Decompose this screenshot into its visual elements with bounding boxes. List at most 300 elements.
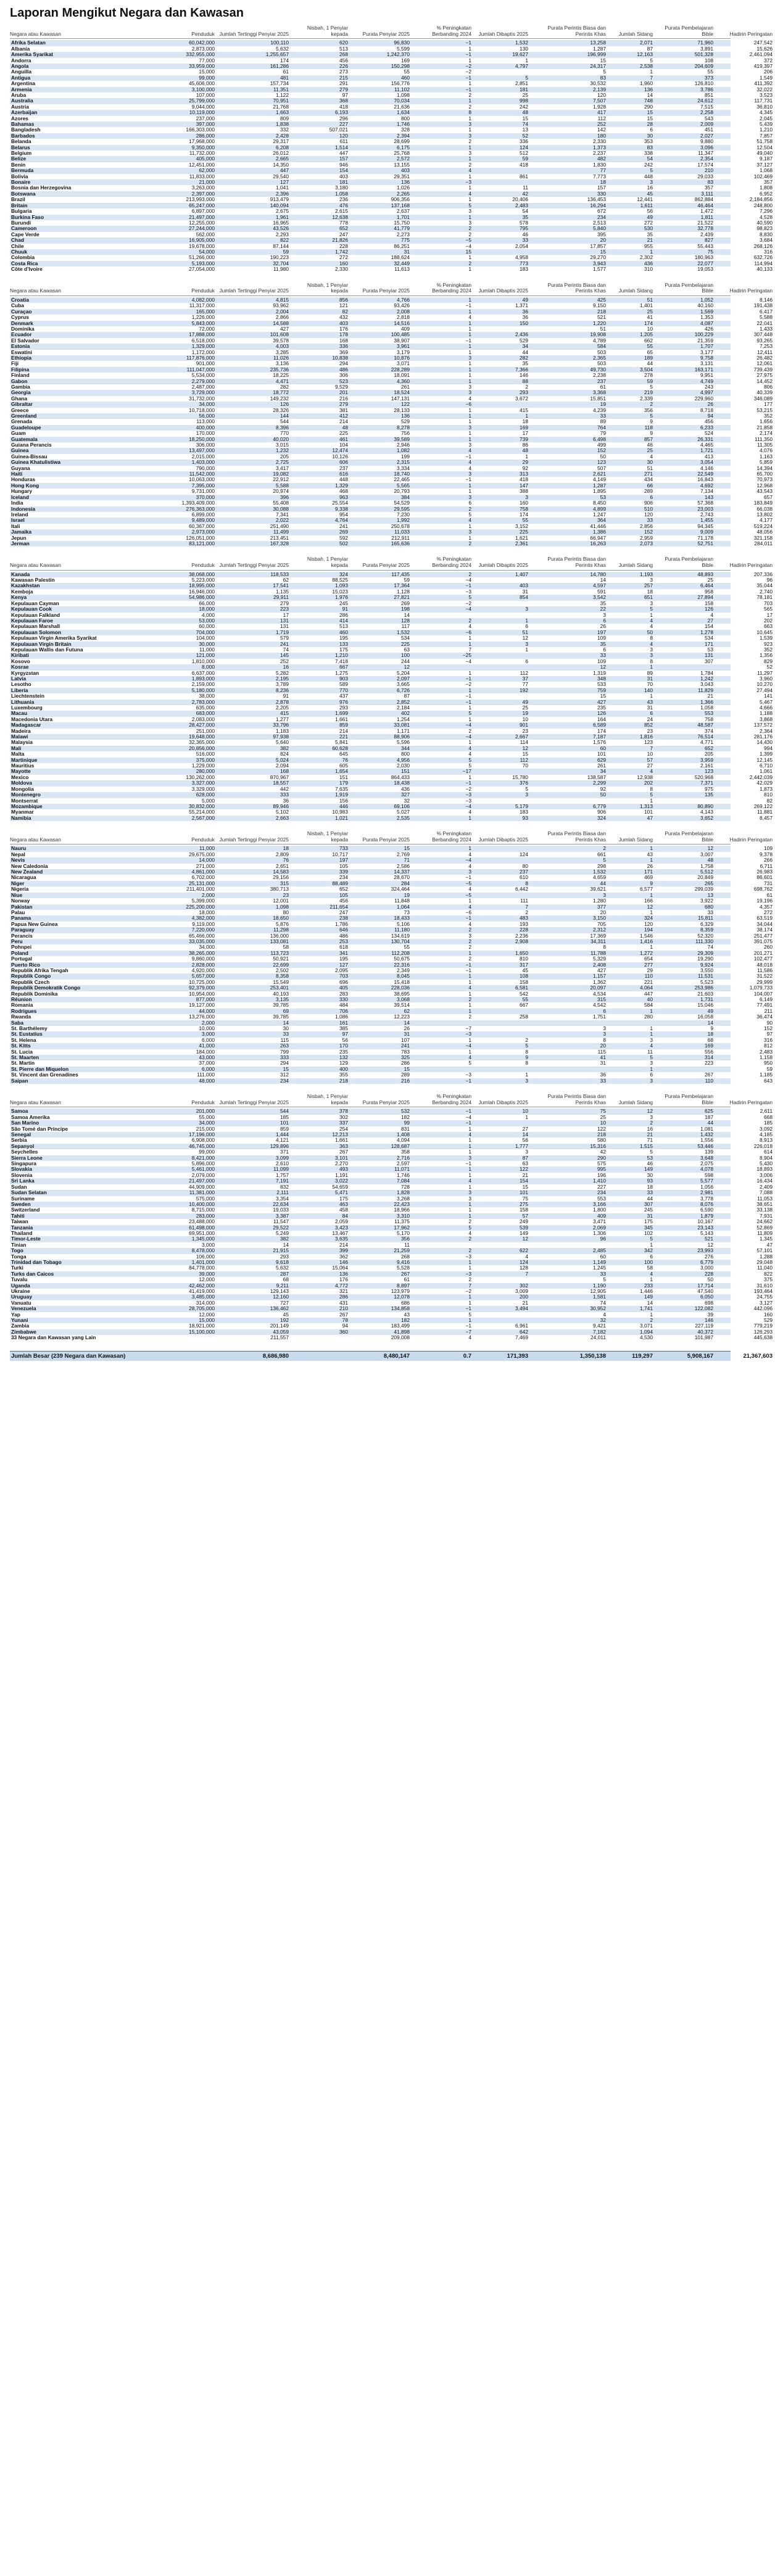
- table-cell: 3,111: [701, 190, 713, 197]
- table-cell: 15: [647, 109, 653, 116]
- table-cell: 52,869: [756, 1224, 773, 1231]
- country-name: Turks dan Caicos: [11, 1270, 54, 1277]
- table-cell: −1: [465, 961, 471, 968]
- table-cell: 1: [468, 687, 471, 693]
- table-cell: −1: [465, 453, 471, 460]
- table-cell: 166,303,000: [186, 126, 215, 133]
- table-cell: 123: [644, 739, 653, 746]
- table-cell: 40,133: [756, 266, 773, 273]
- table-cell: 10,717: [332, 851, 348, 857]
- country-name: Ecuador: [11, 331, 32, 338]
- table-cell: 185: [280, 1113, 289, 1120]
- table-cell: 1,893,000: [191, 675, 215, 682]
- table-cell: 58: [283, 944, 289, 951]
- table-cell: −1: [465, 693, 471, 700]
- table-cell: 93: [522, 814, 528, 821]
- table-cell: 87: [647, 45, 653, 52]
- country-name: Iceland: [11, 493, 29, 500]
- table-cell: 2,008: [397, 308, 410, 315]
- table-cell: 779,219: [753, 1323, 773, 1329]
- table-cell: 29,911: [273, 594, 289, 601]
- table-cell: 38,068,000: [189, 571, 215, 577]
- table-cell: 3: [468, 442, 471, 448]
- table-row: [10, 1166, 773, 1173]
- table-cell: 226,018: [753, 1142, 773, 1149]
- table-cell: 24,755: [756, 1294, 773, 1300]
- table-cell: 272: [644, 219, 653, 226]
- table-cell: 39,514: [394, 1002, 410, 1009]
- table-cell: 44,909,000: [189, 1183, 215, 1190]
- table-cell: 3: [468, 471, 471, 477]
- table-cell: −1: [465, 698, 471, 705]
- table-cell: 1,356: [760, 652, 773, 659]
- table-cell: 310: [644, 266, 653, 273]
- table-cell: 646: [339, 927, 348, 933]
- table-cell: 182: [401, 1113, 410, 1120]
- table-cell: 97: [342, 1031, 348, 1038]
- table-cell: 348: [597, 675, 606, 682]
- table-cell: 3,101: [335, 1154, 348, 1161]
- table-cell: 9,187: [760, 155, 773, 162]
- table-cell: 3,665: [397, 681, 410, 688]
- table-cell: 4,087: [700, 320, 713, 326]
- column-header: Penduduk: [191, 836, 215, 843]
- table-row: [10, 80, 773, 87]
- country-name: Macedonia Utara: [11, 716, 53, 722]
- table-cell: 65,466,000: [189, 932, 215, 939]
- table-cell: 13: [707, 891, 713, 898]
- table-cell: 21,497,000: [189, 213, 215, 220]
- table-cell: 6,149: [760, 996, 773, 1002]
- table-cell: 6,897,000: [191, 208, 215, 215]
- table-cell: 1,746: [397, 1171, 410, 1178]
- table-cell: 164: [597, 716, 606, 722]
- table-cell: 913,479: [270, 196, 289, 203]
- table-cell: 703: [764, 600, 773, 606]
- table-cell: 99,000: [199, 74, 215, 81]
- table-cell: 101: [520, 1189, 528, 1196]
- table-cell: 226: [339, 62, 348, 69]
- table-cell: 8: [603, 1036, 606, 1043]
- table-cell: 2,538: [640, 62, 653, 69]
- table-cell: 3,000: [202, 1241, 215, 1248]
- table-cell: 31: [647, 1212, 653, 1219]
- table-cell: 268: [401, 1253, 410, 1260]
- table-cell: 3,959: [700, 756, 713, 763]
- table-cell: 1,399: [760, 751, 773, 758]
- table-cell: 281,176: [753, 733, 773, 740]
- table-row: [10, 476, 773, 483]
- table-cell: 5: [468, 710, 471, 717]
- table-cell: 31: [522, 588, 528, 595]
- column-header: Nisbah, 1 Penyiar kepada: [307, 830, 348, 843]
- table-cell: 516,000: [196, 751, 215, 758]
- table-cell: 4: [603, 1311, 606, 1318]
- table-cell: 8,278: [397, 424, 410, 431]
- table-cell: 9,378: [760, 851, 773, 857]
- country-name: Ukraine: [11, 1288, 30, 1294]
- table-cell: 360: [339, 1328, 348, 1335]
- table-cell: 1,828: [397, 1189, 410, 1196]
- table-cell: 24: [647, 716, 653, 722]
- table-cell: 8,146: [760, 296, 773, 303]
- table-cell: −3: [465, 588, 471, 595]
- table-cell: 97,938: [273, 733, 289, 740]
- table-cell: 12,441: [637, 196, 653, 203]
- table-cell: 402: [401, 710, 410, 717]
- table-row: [10, 1189, 773, 1196]
- table-cell: 1,816: [640, 733, 653, 740]
- table-cell: 306,000: [196, 442, 215, 448]
- table-cell: 901: [520, 722, 528, 729]
- table-cell: 460: [401, 74, 410, 81]
- table-cell: 758: [520, 505, 528, 512]
- table-cell: 578: [520, 219, 528, 226]
- table-cell: 117: [401, 623, 410, 630]
- table-cell: 1,183: [276, 727, 289, 734]
- table-cell: 2: [603, 845, 606, 852]
- table-cell: 146: [705, 1317, 713, 1324]
- table-cell: 62,000: [199, 167, 215, 174]
- table-cell: 10,954,000: [189, 990, 215, 997]
- column-header: Nisbah, 1 Penyiar kepada: [307, 25, 348, 37]
- table-cell: 1: [650, 664, 653, 671]
- table-cell: 157: [339, 155, 348, 162]
- table-cell: 75: [707, 248, 713, 255]
- table-cell: 1: [468, 1183, 471, 1190]
- table-cell: 2,535: [397, 814, 410, 821]
- table-row: [10, 1253, 773, 1260]
- table-cell: 2,743: [700, 511, 713, 518]
- country-name: St. Maarten: [11, 1054, 39, 1061]
- table-cell: 10,000: [199, 1025, 215, 1032]
- table-cell: 31: [600, 1060, 606, 1067]
- country-name: Portugal: [11, 956, 32, 962]
- table-cell: 60,367,000: [189, 522, 215, 529]
- table-cell: 14,516: [394, 320, 410, 326]
- table-cell: 1,663: [276, 109, 289, 116]
- table-cell: 2,312: [593, 927, 606, 933]
- table-cell: 643: [764, 1077, 773, 1084]
- table-row: [10, 774, 773, 780]
- table-cell: 544: [280, 1108, 289, 1115]
- table-row: [10, 664, 773, 671]
- table-cell: 3,960: [760, 675, 773, 682]
- table-cell: 622: [520, 1247, 528, 1254]
- table-cell: 140: [644, 687, 653, 693]
- table-cell: 2,265: [397, 190, 410, 197]
- grand-total-cell: 119,297: [632, 1352, 653, 1360]
- table-cell: 620: [339, 39, 348, 46]
- table-cell: 1: [468, 488, 471, 495]
- table-cell: 11,613: [394, 266, 410, 273]
- table-cell: 66,947: [590, 534, 606, 541]
- table-cell: −1: [465, 582, 471, 589]
- column-header: Jumlah Tertinggi Penyiar 2025: [219, 1099, 289, 1105]
- table-cell: 1: [525, 453, 528, 460]
- table-cell: 1: [468, 115, 471, 122]
- table-cell: 3,648: [700, 1154, 713, 1161]
- table-cell: 166: [644, 898, 653, 904]
- table-cell: 202: [644, 780, 653, 786]
- table-cell: 150,298: [391, 62, 410, 69]
- column-header: % Peningkatan Berbanding 2024: [432, 556, 471, 568]
- table-cell: 127: [280, 179, 289, 186]
- table-cell: 2,174: [760, 430, 773, 437]
- table-cell: 120: [339, 132, 348, 139]
- table-cell: 1: [468, 898, 471, 904]
- table-cell: 2,075: [700, 1160, 713, 1167]
- table-cell: 11,547: [273, 1218, 289, 1225]
- table-cell: 109: [597, 658, 606, 664]
- table-cell: −3: [465, 791, 471, 798]
- table-cell: 1,873: [760, 785, 773, 792]
- table-cell: 4: [468, 985, 471, 991]
- table-cell: 2,908: [515, 938, 528, 944]
- table-cell: 134,858: [391, 1305, 410, 1312]
- country-name: Namibia: [11, 814, 31, 821]
- table-cell: 21: [522, 1171, 528, 1178]
- table-row: [10, 588, 773, 595]
- grand-total-cell: 21,367,603: [743, 1352, 773, 1360]
- table-cell: 8,000: [202, 664, 215, 671]
- table-cell: 30,000: [199, 640, 215, 647]
- table-cell: 2,725: [276, 459, 289, 466]
- table-cell: 520,968: [694, 774, 713, 780]
- country-name: Niue: [11, 891, 23, 898]
- table-cell: 174: [520, 511, 528, 518]
- table-cell: 84,778,000: [189, 1265, 215, 1271]
- table-cell: 8: [603, 944, 606, 951]
- table-cell: 193,464: [753, 1288, 773, 1294]
- table-cell: 4,789: [593, 337, 606, 344]
- table-cell: 78: [342, 1317, 348, 1324]
- table-cell: 1,532: [397, 629, 410, 635]
- country-name: Bahamas: [11, 121, 35, 127]
- table-cell: 195: [339, 956, 348, 962]
- table-cell: 12: [647, 903, 653, 910]
- table-cell: 352: [764, 646, 773, 653]
- table-cell: 1,634: [397, 109, 410, 116]
- table-cell: 44,000: [199, 1007, 215, 1014]
- table-row: [10, 242, 773, 249]
- table-cell: 18,000: [199, 909, 215, 915]
- table-cell: 3: [468, 932, 471, 939]
- table-cell: 3: [650, 577, 653, 584]
- table-cell: 4,185: [760, 1131, 773, 1138]
- table-row: [10, 500, 773, 506]
- country-name: New Zealand: [11, 869, 43, 875]
- table-cell: 8,045: [397, 973, 410, 980]
- table-cell: 783: [401, 1048, 410, 1055]
- table-cell: 6,193: [335, 109, 348, 116]
- table-cell: −1: [465, 780, 471, 786]
- table-cell: 12,474: [332, 447, 348, 454]
- table-row: [10, 640, 773, 647]
- table-cell: 9,044,000: [191, 103, 215, 110]
- table-row: [10, 413, 773, 419]
- table-row: [10, 1120, 773, 1126]
- table-cell: 105: [339, 891, 348, 898]
- table-cell: 52,320: [697, 932, 713, 939]
- table-cell: 20,856,000: [189, 745, 215, 751]
- table-cell: 225: [401, 640, 410, 647]
- table-cell: 3,100,000: [191, 86, 215, 93]
- table-cell: 2: [468, 938, 471, 944]
- table-cell: 3,891: [700, 45, 713, 52]
- table-cell: 521: [597, 314, 606, 321]
- table-cell: 975: [705, 785, 713, 792]
- table-cell: 1,707: [700, 343, 713, 350]
- table-cell: 12,451,000: [189, 161, 215, 168]
- country-name: St. Kitts: [11, 1042, 31, 1049]
- table-cell: 575: [597, 1160, 606, 1167]
- table-cell: 101: [280, 1120, 289, 1126]
- table-cell: 9,421: [593, 1323, 606, 1329]
- table-cell: 800: [401, 751, 410, 758]
- column-header: Purata Perintis Biasa dan Perintis Khas: [547, 25, 606, 37]
- table-cell: 211,557: [270, 1334, 289, 1341]
- table-cell: 19,082: [273, 471, 289, 477]
- table-row: [10, 453, 773, 460]
- table-cell: 83: [600, 74, 606, 81]
- table-cell: 92: [522, 464, 528, 471]
- table-cell: 286,000: [196, 132, 215, 139]
- table-cell: 483: [520, 915, 528, 922]
- table-cell: 15,000: [199, 68, 215, 75]
- column-header: Hadirin Peringatan: [729, 287, 773, 294]
- table-cell: 4: [468, 745, 471, 751]
- table-cell: 4: [468, 862, 471, 869]
- table-cell: 19: [522, 710, 528, 717]
- table-cell: 2,783,000: [191, 698, 215, 705]
- table-cell: 21,915: [273, 1247, 289, 1254]
- table-cell: 456: [339, 898, 348, 904]
- table-cell: 12,000: [199, 1276, 215, 1283]
- table-row: [10, 1036, 773, 1043]
- table-cell: 4,534: [593, 990, 606, 997]
- column-header: Jumlah Tertinggi Penyiar 2025: [219, 287, 289, 294]
- table-cell: 59: [404, 577, 410, 584]
- table-cell: 253,986: [694, 985, 713, 991]
- country-name: Kosovo: [11, 658, 30, 664]
- table-cell: 181: [339, 179, 348, 186]
- table-cell: 196: [597, 1171, 606, 1178]
- table-cell: 338: [644, 150, 653, 157]
- column-header: Jumlah Dibaptis 2025: [478, 562, 528, 568]
- table-cell: 11,000: [199, 845, 215, 852]
- table-cell: 4,528: [760, 213, 773, 220]
- table-cell: 503: [597, 360, 606, 367]
- table-cell: 4,958: [515, 254, 528, 261]
- country-name: Pakistan: [11, 903, 33, 910]
- table-cell: 1,444: [276, 1131, 289, 1138]
- table-cell: 272: [339, 254, 348, 261]
- table-cell: 241: [401, 1042, 410, 1049]
- table-cell: 31,610: [756, 1282, 773, 1289]
- table-cell: 4,471: [276, 378, 289, 384]
- column-header: Hadirin Peringatan: [729, 30, 773, 37]
- table-cell: 1: [468, 343, 471, 350]
- table-row: [10, 745, 773, 751]
- table-cell: 2: [468, 103, 471, 110]
- table-cell: 2,572: [397, 155, 410, 162]
- table-cell: 1: [468, 1207, 471, 1213]
- table-cell: 614: [764, 1149, 773, 1155]
- country-name: Nauru: [11, 845, 27, 852]
- table-cell: 703: [339, 973, 348, 980]
- table-cell: 20,793: [394, 488, 410, 495]
- table-cell: 827: [705, 237, 713, 244]
- table-cell: 136,462: [270, 1305, 289, 1312]
- table-cell: 706: [339, 1007, 348, 1014]
- table-cell: 5,000: [202, 797, 215, 804]
- table-cell: 22,316: [394, 961, 410, 968]
- country-name: El Salvador: [11, 337, 39, 344]
- table-cell: 7,088: [760, 1189, 773, 1196]
- table-cell: 1,288: [760, 1253, 773, 1260]
- table-cell: 22,912: [273, 476, 289, 483]
- country-name: India: [11, 500, 23, 506]
- table-cell: 3: [468, 208, 471, 215]
- column-header: Jumlah Tertinggi Penyiar 2025: [219, 30, 289, 37]
- table-cell: 11,026: [273, 354, 289, 361]
- table-cell: 235: [597, 704, 606, 711]
- table-cell: [531, 1067, 608, 1072]
- country-name: Kepulauan Cook: [11, 606, 52, 613]
- table-cell: 6,589: [593, 722, 606, 729]
- table-row: [10, 389, 773, 396]
- table-cell: 83: [647, 144, 653, 151]
- table-cell: 1,919: [335, 791, 348, 798]
- table-cell: 5: [525, 74, 528, 81]
- table-cell: 23: [647, 727, 653, 734]
- table-cell: 76: [342, 756, 348, 763]
- country-name: Zimbabwe: [11, 1328, 36, 1335]
- table-cell: 29,048: [756, 1258, 773, 1265]
- table-cell: 33: [600, 652, 606, 659]
- country-name: Norway: [11, 898, 30, 904]
- table-cell: 731: [764, 880, 773, 886]
- country-name: St. Eustatius: [11, 1031, 43, 1038]
- country-name: Bosnia dan Herzegovina: [11, 184, 72, 191]
- country-name: Israel: [11, 517, 25, 524]
- table-cell: 23,488,000: [189, 1218, 215, 1225]
- table-cell: 12,145: [756, 756, 773, 763]
- table-cell: 12: [522, 745, 528, 751]
- table-cell: 3,071: [640, 1323, 653, 1329]
- table-cell: 11,586: [757, 967, 773, 973]
- table-row: [10, 522, 773, 529]
- table-cell: 66,000: [199, 600, 215, 606]
- table-cell: 206: [764, 68, 773, 75]
- table-cell: 29,522: [273, 1224, 289, 1231]
- table-cell: 287: [280, 1270, 289, 1277]
- table-cell: 7: [525, 903, 528, 910]
- table-cell: 36,474: [756, 1013, 773, 1020]
- table-cell: 1,961: [276, 213, 289, 220]
- table-cell: 9,860,000: [191, 956, 215, 962]
- table-cell: 1,416: [640, 938, 653, 944]
- table-cell: 355: [339, 1071, 348, 1078]
- table-cell: 52: [522, 132, 528, 139]
- table-cell: 6,952: [760, 190, 773, 197]
- table-cell: 4: [468, 1334, 471, 1341]
- table-cell: 7: [525, 1270, 528, 1277]
- table-cell: 3,635: [335, 1236, 348, 1242]
- table-row: [10, 1060, 773, 1067]
- table-cell: 1: [468, 366, 471, 373]
